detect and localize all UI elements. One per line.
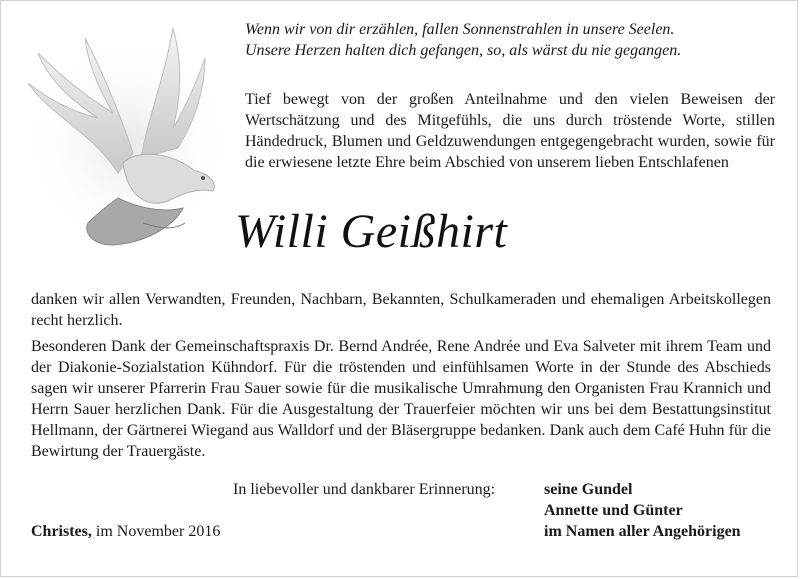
remembrance-line: In liebevoller und dankbarer Erinnerung: bbox=[233, 481, 496, 498]
place: Christes, bbox=[31, 523, 92, 540]
signer-1: seine Gundel bbox=[544, 481, 633, 498]
deceased-name: Willi Geißhirt bbox=[235, 205, 508, 258]
thanks-paragraph-1: danken wir allen Verwandten, Freunden, Nachbarn, Bekannten, Schulkameraden und ehemaligen Arbeitskollegen recht herzlich. bbox=[31, 291, 771, 329]
intro-text: Tief bewegt von der großen Anteilnahme und den vielen Beweisen der Wertschätzung und des Mitgefühls, die uns durch tröstende Worte, stillen Händedruck, Blumen und Geldzuwendungen entgegengebracht wurden, sowie für die erwiesene letzte Ehre beim Abschied von unserem lieben Entschlafenen bbox=[245, 91, 775, 171]
poem-line-2: Unsere Herzen halten dich gefangen, so, als wärst du nie gegangen. bbox=[245, 42, 682, 59]
signer-2: Annette und Günter bbox=[544, 502, 683, 519]
signers bbox=[544, 479, 784, 542]
poem-line-1: Wenn wir von dir erzählen, fallen Sonnenstrahlen in unsere Seelen. bbox=[245, 21, 675, 38]
date: im November 2016 bbox=[95, 523, 221, 540]
thanks-paragraph-2: Besonderen Dank der Gemeinschaftspraxis Dr. Bernd Andrée, Rene Andrée und Eva Salveter mit ihrem Team und der Diakonie-Sozialstation Kühndorf. Für die tröstenden und einfühlsamen Worte in der Stunde des Abschieds sagen wir unserer Pfarrerin Frau Sauer sowie für die musikalische Umrahmung den Organisten Frau Krannich und Herrn Sauer herzlichen Dank. Für die Ausgestaltung der Trauerfeier möchten wir uns bei dem Bestattungsinstitut Hellmann, der Gärtnerei Wiegand aus Walldorf und der Bläsergruppe bedanken. Dank auch dem Café Huhn für die Bewirtung der Trauergäste. bbox=[31, 338, 771, 460]
signer-3: im Namen aller Angehörigen bbox=[544, 523, 741, 540]
white-dove-with-hands-image bbox=[23, 23, 233, 253]
place-and-date bbox=[31, 521, 331, 542]
poem bbox=[245, 19, 775, 61]
